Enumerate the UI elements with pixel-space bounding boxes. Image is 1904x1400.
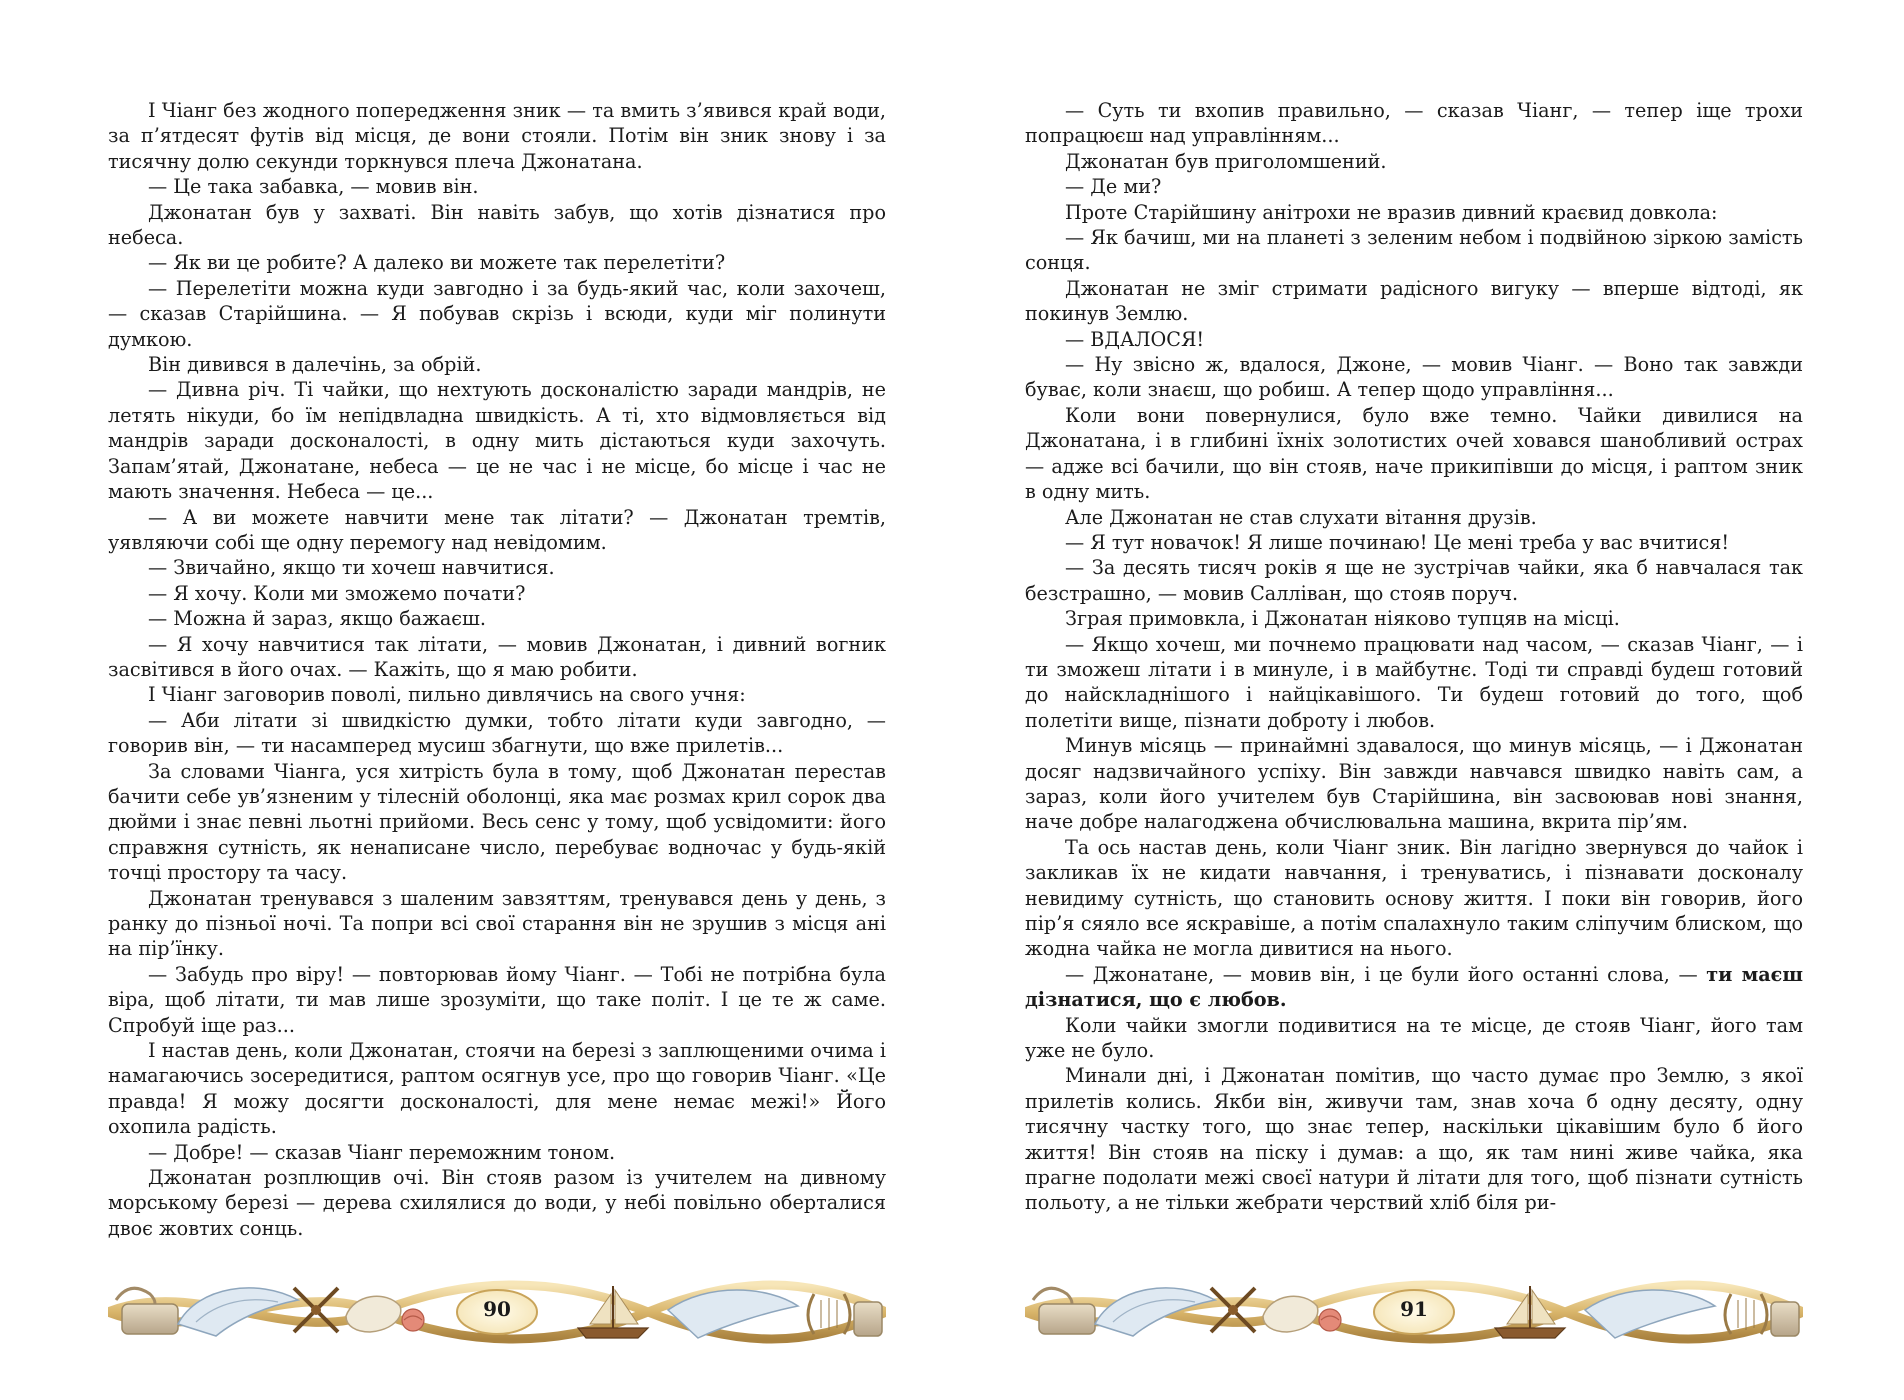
paragraph: І настав день, коли Джонатан, стоячи на березі з заплющеними очима і намагаючись зосередитися, раптом осягнув усе, про що говорив Чіанг. «Це правда! Я можу досягти досконалості, для мене немає межі!» Його охопила радість. (108, 1039, 886, 1139)
page-number: 91 (1400, 1297, 1428, 1321)
paragraph: Коли чайки змогли подивитися на те місце, де стояв Чіанг, його там уже не було. (1025, 1013, 1803, 1063)
paragraph: — Добре! — сказав Чіанг переможним тоном. (148, 1140, 616, 1164)
paragraph: Проте Старійшину анітрохи не вразив дивний краєвид довкола: (1065, 200, 1718, 224)
paragraph: Джонатан тренувався з шаленим завзяттям, тренувався день у день, з ранку до пізньої ночі. Та попри всі свої старання він не зрушив з місця ані на пір’їнку. (108, 886, 886, 961)
paragraph: — Перелетіти можна куди завгодно і за будь-який час, коли захочеш, — сказав Старійшина. — Я побував скрізь і всюди, куди міг полинути думкою. (108, 276, 886, 351)
paragraph: Джонатан був приголомшений. (1065, 149, 1387, 173)
paragraph: — Суть ти вхопив правильно, — сказав Чіанг, — тепер іще трохи попрацюєш над управлінням... (1025, 99, 1803, 148)
paragraph: — Я хочу. Коли ми зможемо почати? (148, 581, 526, 605)
paragraph: Коли вони повернулися, було вже темно. Чайки дивилися на Джонатана, і в глибині їхніх золотистих очей ховався шанобливий острах — адже всі бачили, що він стояв, наче прикипівши до місця, і раптом зник в одну мить. (1025, 403, 1803, 504)
paragraph: — Я хочу навчитися так літати, — мовив Джонатан, і дивний вогник засвітився в його очах. — Кажіть, що я маю робити. (108, 632, 886, 681)
paragraph: Минув місяць — принаймні здавалося, що минув місяць, — і Джонатан досяг надзвичайного успіху. Він завжди навчався швидко навіть сам, а зараз, коли його учителем був Старійшина, він засвоював нові знання, наче добре налагоджена обчислювальна машина, вкрита пір’ям. (1025, 734, 1803, 834)
final-words-bold: ти маєш дізнатися, що є любов. (1025, 962, 1803, 1012)
paragraph: Джонатан не зміг стримати радісного вигуку — вперше відтоді, як покинув Землю. (1025, 276, 1803, 326)
paragraph-final-words (1025, 962, 1803, 1013)
paragraph: — Як ви це робите? А далеко ви можете так перелетіти? (148, 251, 726, 275)
right-page (952, 0, 1904, 1400)
paragraph: — ВДАЛОСЯ! (1065, 327, 1205, 351)
paragraph: Минали дні, і Джонатан помітив, що часто думає про Землю, з якої прилетів колись. Якби він, живучи там, знав хоча б одну десяту, одну тисячну частку того, що знає тепер, наскільки цікавішим було б його життя! Він стояв на піску і думав: а що, як там нині живе чайка, яка прагне подолати межі своєї натури й літати для того, щоб пізнати сутність польоту, а не тільки жебрати черствий хліб біля ри- (1025, 1064, 1803, 1215)
paragraph: Джонатан розплющив очі. Він стояв разом із учителем на дивному морському березі — дерева схилялися до води, у небі повільно оберталися двоє жовтих сонць. (108, 1166, 886, 1240)
right-page-text (1025, 98, 1803, 1216)
left-page-text (108, 98, 886, 1241)
footer-ornament (1025, 1266, 1803, 1358)
paragraph: І Чіанг заговорив поволі, пильно дивлячись на свого учня: (148, 683, 746, 707)
paragraph: — За десять тисяч років я ще не зустрічав чайки, яка б навчалася так безстрашно, — мовив Салліван, що стояв поруч. (1025, 556, 1803, 605)
final-words-plain: — Джонатане, — мовив він, і це були його останні слова, — (1065, 962, 1707, 986)
paragraph: — Аби літати зі швидкістю думки, тобто літати куди завгодно, — говорив він, — ти насамперед мусиш збагнути, що вже прилетів... (108, 708, 886, 758)
paragraph: — Звичайно, якщо ти хочеш навчитися. (148, 556, 555, 580)
paragraph: — Можна й зараз, якщо бажаєш. (148, 607, 486, 631)
paragraph: — Якщо хочеш, ми почнемо працювати над часом, — сказав Чіанг, — і ти зможеш літати і в минуле, і в майбутнє. Тоді ти справді будеш готовий до найскладнішого і найцікавішого. Ти будеш готовий до того, щоб полетіти вище, пізнати доброту і любов. (1025, 632, 1803, 732)
paragraph: — Як бачиш, ми на планеті з зеленим небом і подвійною зіркою замість сонця. (1025, 226, 1803, 275)
paragraph: — Я тут новачок! Я лише починаю! Це мені треба у вас вчитися! (1065, 530, 1730, 554)
paragraph: — А ви можете навчити мене так літати? — Джонатан тремтів, уявляючи собі ще одну перемогу над невідомим. (108, 505, 886, 554)
paragraph: Зграя примовкла, і Джонатан ніяково тупцяв на місці. (1065, 607, 1620, 631)
paragraph: — Де ми? (1065, 175, 1162, 199)
paragraph: І Чіанг без жодного попередження зник — та вмить з’явився край води, за п’ятдесят футів від місця, де вони стояли. Потім він зник знову і за тисячну долю секунди торкнувся плеча Джонатана. (108, 99, 886, 173)
paragraph: За словами Чіанга, уся хитрість була в тому, щоб Джонатан перестав бачити себе ув’язненим у тілесній оболонці, яка має розмах крил сорок два дюйми і знає певні льотні прийоми. Весь сенс у тому, щоб усвідомити: його справжня сутність, як ненаписане число, перебуває водночас у будь-якій точці простору та часу. (108, 759, 886, 885)
paragraph: Джонатан був у захваті. Він навіть забув, що хотів дізнатися про небеса. (108, 200, 886, 250)
paragraph: Але Джонатан не став слухати вітання друзів. (1065, 505, 1537, 529)
paragraph: Та ось настав день, коли Чіанг зник. Він лагідно звернувся до чайок і закликав їх не кидати навчання, і тренуватись, і пізнавати досконалу невидиму сутність, що становить основу життя. І поки він говорив, його пір’я сяяло все яскравіше, а потім спалахнуло таким сліпучим блиском, що жодна чайка не могла дивитися на нього. (1025, 835, 1803, 961)
paragraph: — Забудь про віру! — повторював йому Чіанг. — Тобі не потрібна була віра, щоб літати, ти мав лише зрозуміти, що таке політ. І це те ж саме. Спробуй іще раз... (108, 962, 886, 1037)
paragraph: — Ну звісно ж, вдалося, Джоне, — мовив Чіанг. — Воно так завжди буває, коли знаєш, що робиш. А тепер щодо управління... (1025, 353, 1803, 402)
page-number: 90 (483, 1297, 511, 1321)
paragraph: — Це така забавка, — мовив він. (148, 175, 479, 199)
paragraph: — Дивна річ. Ті чайки, що нехтують досконалістю заради мандрів, не летять нікуди, бо їм непідвладна швидкість. А ті, хто відмовляється від мандрів заради досконалості, в одну мить дістаються куди захочуть. Запам’ятай, Джонатане, небеса — це не час і не місце, бо місце і час не мають значення. Небеса — це... (108, 378, 886, 504)
paragraph: Він дивився в далечінь, за обрій. (148, 353, 482, 377)
footer-ornament (108, 1266, 886, 1358)
